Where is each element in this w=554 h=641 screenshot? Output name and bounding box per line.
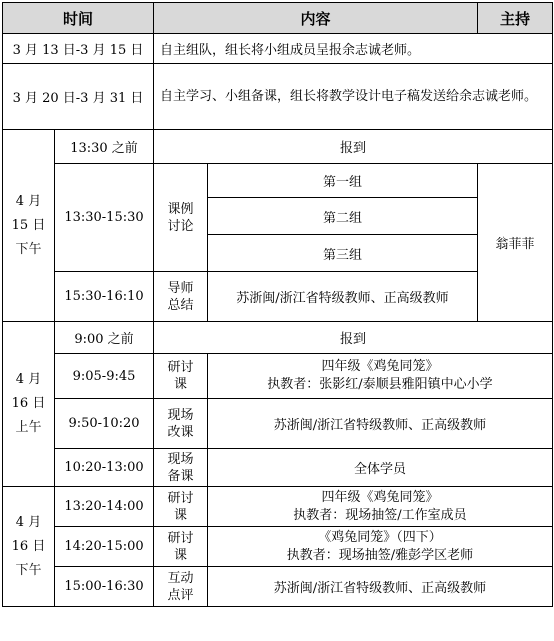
activity-type-cell [154, 449, 208, 487]
content-cell: 苏浙闽/浙江省特级教师、正高级教师 [208, 272, 478, 322]
time-cell: 15:30-16:10 [55, 272, 154, 322]
header-host: 主持 [478, 3, 553, 34]
lesson-teacher: 执教者：现场抽签/雅彭学区老师 [286, 547, 474, 563]
activity-type-cell [154, 487, 208, 527]
date-cell [3, 322, 55, 487]
schedule-row [3, 272, 553, 322]
schedule-row [3, 487, 553, 527]
activity-type-line: 课例 [167, 201, 194, 217]
group-cell: 第三组 [208, 235, 478, 272]
lesson-teacher: 执教者：张影红/泰顺县雅阳镇中心小学 [267, 377, 493, 392]
schedule-row [3, 449, 553, 487]
schedule-row [3, 527, 553, 567]
date-period: 下午 [15, 562, 42, 578]
lesson-title: 《鸡兔同笼》（四下） [318, 529, 442, 545]
content-cell: 全体学员 [208, 449, 553, 487]
lesson-teacher: 执教者：现场抽签/工作室成员 [293, 507, 467, 523]
content-cell: 苏浙闽/浙江省特级教师、正高级教师 [208, 399, 553, 449]
activity-type-line: 改课 [167, 424, 194, 440]
prep-content: 自主组队，组长将小组成员呈报余志诚老师。 [154, 34, 553, 64]
activity-type-cell [154, 272, 208, 322]
activity-type-line: 讨论 [167, 218, 194, 234]
date-month: 4 月 [15, 514, 42, 530]
prep-time: 3 月 13 日-3 月 15 日 [3, 34, 154, 64]
activity-type-line: 课 [173, 377, 187, 392]
lesson-title: 四年级《鸡兔同笼》 [321, 489, 439, 505]
lesson-title: 四年级《鸡兔同笼》 [321, 359, 439, 374]
activity-type-line: 课 [173, 507, 187, 523]
time-cell: 15:00-16:30 [55, 567, 154, 607]
prep-row [3, 34, 553, 64]
content-cell: 苏浙闽/浙江省特级教师、正高级教师 [208, 567, 553, 607]
host-cell: 翁菲菲 [478, 164, 553, 322]
activity-type-cell [154, 567, 208, 607]
date-month: 4 月 [15, 372, 42, 387]
lesson-cell [208, 527, 553, 567]
time-cell: 14:20-15:00 [55, 527, 154, 567]
schedule-row [3, 354, 553, 399]
content-cell: 报到 [154, 130, 553, 164]
schedule-row [3, 567, 553, 607]
activity-type-cell [154, 354, 208, 399]
prep-time: 3 月 20 日-3 月 31 日 [3, 64, 154, 130]
date-cell [3, 130, 55, 322]
time-cell: 9:05-9:45 [55, 354, 154, 399]
date-cell [3, 487, 55, 607]
activity-type-line: 研讨 [167, 360, 194, 375]
date-day: 15 日 [11, 217, 46, 233]
date-period: 下午 [15, 241, 42, 257]
activity-type-line: 课 [173, 547, 187, 563]
time-cell: 9:50-10:20 [55, 399, 154, 449]
prep-row [3, 64, 553, 130]
schedule-row [3, 322, 553, 354]
activity-type-line: 现场 [167, 407, 194, 423]
time-cell: 9:00 之前 [55, 322, 154, 354]
prep-content: 自主学习、小组备课，组长将教学设计电子稿发送给余志诚老师。 [154, 64, 553, 130]
activity-type-line: 研讨 [167, 490, 194, 506]
content-cell: 报到 [154, 322, 553, 354]
time-cell: 10:20-13:00 [55, 449, 154, 487]
activity-type-line: 互动 [167, 570, 194, 586]
activity-type-line: 总结 [167, 297, 194, 313]
activity-type-cell [154, 399, 208, 449]
lesson-cell [208, 487, 553, 527]
schedule-row [3, 399, 553, 449]
time-cell: 13:20-14:00 [55, 487, 154, 527]
date-day: 16 日 [11, 396, 46, 411]
header-time: 时间 [3, 3, 154, 34]
activity-type-line: 点评 [167, 587, 194, 603]
activity-type-cell [154, 527, 208, 567]
activity-type-line: 导师 [167, 280, 194, 296]
schedule-row [3, 164, 553, 198]
time-cell: 13:30 之前 [55, 130, 154, 164]
activity-type-line: 现场 [167, 451, 194, 467]
group-cell: 第一组 [208, 164, 478, 198]
header-content: 内容 [154, 3, 478, 34]
activity-type-line: 研讨 [167, 530, 194, 546]
date-period: 上午 [15, 420, 42, 435]
time-cell: 13:30-15:30 [55, 164, 154, 272]
header-row [3, 3, 553, 34]
schedule-table [2, 2, 553, 607]
activity-type-cell [154, 164, 208, 272]
group-cell: 第二组 [208, 198, 478, 235]
lesson-cell [208, 354, 553, 399]
date-month: 4 月 [15, 193, 42, 209]
activity-type-line: 备课 [167, 468, 194, 484]
date-day: 16 日 [11, 538, 46, 554]
schedule-row [3, 130, 553, 164]
